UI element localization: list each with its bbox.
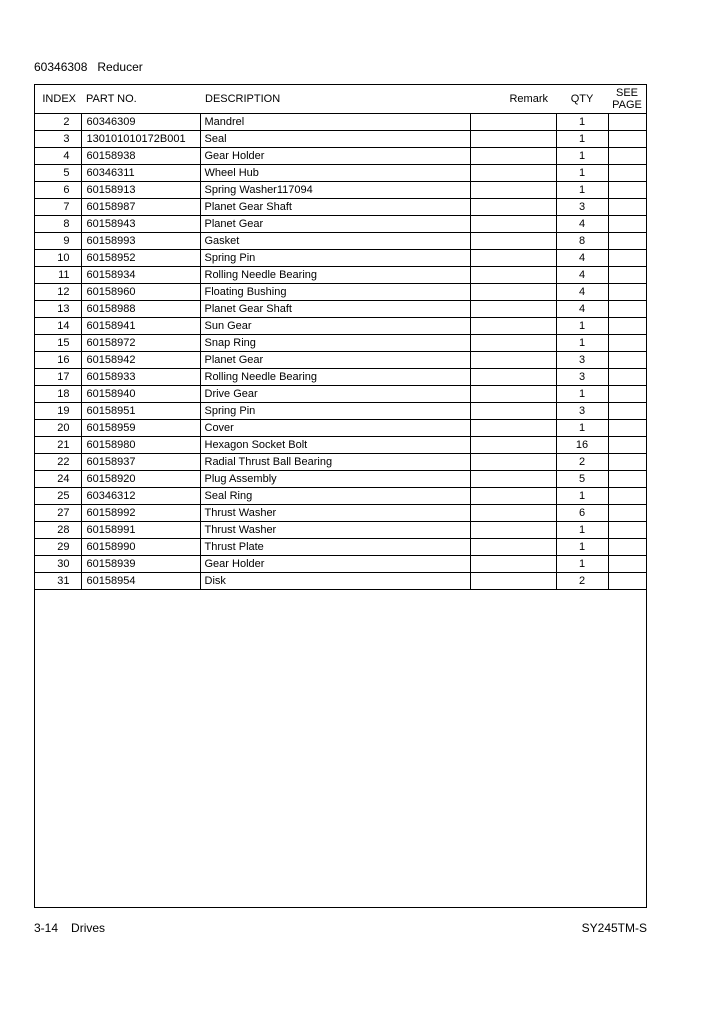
cell-remark	[470, 573, 556, 590]
cell-qty: 3	[556, 199, 608, 216]
cell-index: 9	[35, 233, 81, 250]
table-row	[35, 556, 646, 573]
cell-qty: 4	[556, 216, 608, 233]
cell-index: 29	[35, 539, 81, 556]
cell-index: 19	[35, 403, 81, 420]
cell-remark	[470, 131, 556, 148]
cell-index: 24	[35, 471, 81, 488]
header-row	[35, 85, 646, 114]
table-row	[35, 199, 646, 216]
cell-remark	[470, 556, 556, 573]
cell-index: 31	[35, 573, 81, 590]
cell-part-no: 60346311	[81, 165, 200, 182]
cell-see-page	[608, 165, 646, 182]
cell-index: 21	[35, 437, 81, 454]
cell-index: 2	[35, 114, 81, 131]
cell-description: Floating Bushing	[200, 284, 470, 301]
cell-see-page	[608, 216, 646, 233]
cell-index: 6	[35, 182, 81, 199]
cell-see-page	[608, 148, 646, 165]
cell-remark	[470, 369, 556, 386]
table-row	[35, 131, 646, 148]
cell-index: 5	[35, 165, 81, 182]
cell-description: Plug Assembly	[200, 471, 470, 488]
cell-part-no: 60158933	[81, 369, 200, 386]
cell-description: Cover	[200, 420, 470, 437]
table-row	[35, 539, 646, 556]
cell-remark	[470, 114, 556, 131]
cell-part-no: 60158954	[81, 573, 200, 590]
cell-part-no: 60158993	[81, 233, 200, 250]
cell-remark	[470, 301, 556, 318]
table-row	[35, 573, 646, 590]
cell-see-page	[608, 233, 646, 250]
cell-index: 3	[35, 131, 81, 148]
cell-description: Radial Thrust Ball Bearing	[200, 454, 470, 471]
cell-qty: 1	[556, 488, 608, 505]
section-name: Drives	[71, 921, 106, 935]
cell-see-page	[608, 318, 646, 335]
cell-remark	[470, 539, 556, 556]
cell-qty: 1	[556, 386, 608, 403]
cell-remark	[470, 284, 556, 301]
cell-remark	[470, 505, 556, 522]
cell-part-no: 60158920	[81, 471, 200, 488]
cell-see-page	[608, 131, 646, 148]
cell-qty: 1	[556, 420, 608, 437]
cell-see-page	[608, 284, 646, 301]
cell-part-no: 60158943	[81, 216, 200, 233]
table-row	[35, 454, 646, 471]
cell-qty: 4	[556, 301, 608, 318]
cell-index: 15	[35, 335, 81, 352]
cell-description: Rolling Needle Bearing	[200, 369, 470, 386]
cell-index: 16	[35, 352, 81, 369]
table-row	[35, 216, 646, 233]
table-row	[35, 267, 646, 284]
cell-part-no: 60158937	[81, 454, 200, 471]
cell-qty: 1	[556, 335, 608, 352]
table-row	[35, 369, 646, 386]
cell-description: Gear Holder	[200, 148, 470, 165]
column-header-see-page	[608, 85, 646, 114]
cell-qty: 1	[556, 131, 608, 148]
cell-qty: 2	[556, 573, 608, 590]
cell-description: Gear Holder	[200, 556, 470, 573]
assembly-part-number: 60346308	[34, 60, 88, 74]
cell-description: Hexagon Socket Bolt	[200, 437, 470, 454]
cell-see-page	[608, 420, 646, 437]
column-header-part-no: PART NO.	[81, 85, 200, 114]
cell-remark	[470, 335, 556, 352]
cell-index: 17	[35, 369, 81, 386]
cell-see-page	[608, 539, 646, 556]
cell-qty: 1	[556, 539, 608, 556]
parts-table	[35, 85, 646, 590]
table-row	[35, 352, 646, 369]
cell-part-no: 60158991	[81, 522, 200, 539]
cell-index: 7	[35, 199, 81, 216]
cell-index: 11	[35, 267, 81, 284]
cell-part-no: 60158951	[81, 403, 200, 420]
cell-remark	[470, 233, 556, 250]
cell-see-page	[608, 556, 646, 573]
cell-description: Gasket	[200, 233, 470, 250]
cell-index: 25	[35, 488, 81, 505]
cell-description: Rolling Needle Bearing	[200, 267, 470, 284]
cell-description: Seal	[200, 131, 470, 148]
table-row	[35, 471, 646, 488]
cell-remark	[470, 250, 556, 267]
cell-part-no: 60158988	[81, 301, 200, 318]
cell-index: 22	[35, 454, 81, 471]
table-row	[35, 403, 646, 420]
cell-remark	[470, 420, 556, 437]
cell-description: Planet Gear	[200, 216, 470, 233]
cell-qty: 8	[556, 233, 608, 250]
cell-part-no: 60158934	[81, 267, 200, 284]
cell-part-no: 130101010172B001	[81, 131, 200, 148]
cell-description: Snap Ring	[200, 335, 470, 352]
cell-see-page	[608, 505, 646, 522]
cell-description: Planet Gear Shaft	[200, 199, 470, 216]
table-row	[35, 233, 646, 250]
document-title	[34, 60, 143, 74]
cell-qty: 3	[556, 352, 608, 369]
cell-index: 14	[35, 318, 81, 335]
table-row	[35, 335, 646, 352]
cell-qty: 5	[556, 471, 608, 488]
cell-part-no: 60158940	[81, 386, 200, 403]
cell-index: 20	[35, 420, 81, 437]
cell-qty: 4	[556, 250, 608, 267]
cell-description: Thrust Washer	[200, 522, 470, 539]
cell-index: 10	[35, 250, 81, 267]
cell-qty: 1	[556, 114, 608, 131]
cell-remark	[470, 352, 556, 369]
table-row	[35, 437, 646, 454]
table-row	[35, 505, 646, 522]
table-row	[35, 148, 646, 165]
parts-table-header	[35, 85, 646, 114]
cell-see-page	[608, 471, 646, 488]
cell-description: Sun Gear	[200, 318, 470, 335]
cell-description: Thrust Washer	[200, 505, 470, 522]
cell-part-no: 60158980	[81, 437, 200, 454]
table-row	[35, 420, 646, 437]
cell-see-page	[608, 488, 646, 505]
table-row	[35, 250, 646, 267]
cell-see-page	[608, 573, 646, 590]
cell-index: 27	[35, 505, 81, 522]
cell-remark	[470, 488, 556, 505]
cell-part-no: 60158913	[81, 182, 200, 199]
cell-qty: 2	[556, 454, 608, 471]
page-number: 3-14	[34, 921, 59, 935]
cell-see-page	[608, 301, 646, 318]
table-row	[35, 318, 646, 335]
cell-description: Thrust Plate	[200, 539, 470, 556]
table-row	[35, 301, 646, 318]
cell-see-page	[608, 182, 646, 199]
cell-part-no: 60158990	[81, 539, 200, 556]
cell-qty: 1	[556, 148, 608, 165]
cell-part-no: 60346309	[81, 114, 200, 131]
cell-index: 4	[35, 148, 81, 165]
cell-index: 18	[35, 386, 81, 403]
cell-remark	[470, 522, 556, 539]
assembly-name: Reducer	[97, 60, 143, 74]
cell-qty: 6	[556, 505, 608, 522]
cell-see-page	[608, 369, 646, 386]
cell-part-no: 60158942	[81, 352, 200, 369]
cell-part-no: 60158987	[81, 199, 200, 216]
column-header-description: DESCRIPTION	[200, 85, 470, 114]
cell-part-no: 60346312	[81, 488, 200, 505]
cell-remark	[470, 165, 556, 182]
table-row	[35, 386, 646, 403]
cell-qty: 1	[556, 318, 608, 335]
cell-index: 28	[35, 522, 81, 539]
cell-part-no: 60158938	[81, 148, 200, 165]
parts-table-body	[35, 114, 646, 590]
table-row	[35, 165, 646, 182]
parts-list-frame	[34, 84, 647, 908]
cell-remark	[470, 386, 556, 403]
cell-qty: 1	[556, 556, 608, 573]
cell-qty: 1	[556, 182, 608, 199]
cell-see-page	[608, 114, 646, 131]
cell-part-no: 60158939	[81, 556, 200, 573]
table-row	[35, 284, 646, 301]
cell-remark	[470, 318, 556, 335]
table-row	[35, 522, 646, 539]
cell-qty: 1	[556, 522, 608, 539]
cell-see-page	[608, 403, 646, 420]
footer-left	[34, 921, 105, 935]
cell-see-page	[608, 437, 646, 454]
cell-part-no: 60158972	[81, 335, 200, 352]
cell-index: 30	[35, 556, 81, 573]
cell-index: 13	[35, 301, 81, 318]
cell-description: Mandrel	[200, 114, 470, 131]
column-header-qty: QTY	[556, 85, 608, 114]
cell-part-no: 60158960	[81, 284, 200, 301]
cell-qty: 4	[556, 284, 608, 301]
cell-description: Planet Gear	[200, 352, 470, 369]
cell-description: Wheel Hub	[200, 165, 470, 182]
cell-see-page	[608, 386, 646, 403]
cell-see-page	[608, 250, 646, 267]
cell-see-page	[608, 335, 646, 352]
model-number: SY245TM-S	[581, 921, 647, 935]
see-page-line-1: SEE	[615, 87, 638, 99]
cell-description: Spring Pin	[200, 250, 470, 267]
table-row	[35, 182, 646, 199]
cell-remark	[470, 403, 556, 420]
cell-description: Drive Gear	[200, 386, 470, 403]
column-header-index: INDEX	[35, 85, 81, 114]
cell-description: Planet Gear Shaft	[200, 301, 470, 318]
cell-index: 8	[35, 216, 81, 233]
cell-remark	[470, 216, 556, 233]
cell-remark	[470, 267, 556, 284]
cell-remark	[470, 182, 556, 199]
cell-see-page	[608, 267, 646, 284]
column-header-remark: Remark	[470, 85, 556, 114]
cell-description: Spring Pin	[200, 403, 470, 420]
cell-see-page	[608, 352, 646, 369]
cell-description: Seal Ring	[200, 488, 470, 505]
cell-remark	[470, 471, 556, 488]
cell-index: 12	[35, 284, 81, 301]
cell-description: Disk	[200, 573, 470, 590]
cell-remark	[470, 199, 556, 216]
cell-see-page	[608, 454, 646, 471]
cell-remark	[470, 437, 556, 454]
cell-qty: 1	[556, 165, 608, 182]
cell-part-no: 60158959	[81, 420, 200, 437]
cell-qty: 4	[556, 267, 608, 284]
cell-description: Spring Washer117094	[200, 182, 470, 199]
cell-qty: 3	[556, 369, 608, 386]
cell-part-no: 60158992	[81, 505, 200, 522]
cell-part-no: 60158941	[81, 318, 200, 335]
cell-remark	[470, 148, 556, 165]
cell-see-page	[608, 199, 646, 216]
cell-qty: 3	[556, 403, 608, 420]
table-row	[35, 114, 646, 131]
cell-remark	[470, 454, 556, 471]
cell-part-no: 60158952	[81, 250, 200, 267]
see-page-line-2: PAGE	[612, 99, 642, 111]
table-row	[35, 488, 646, 505]
cell-see-page	[608, 522, 646, 539]
cell-qty: 16	[556, 437, 608, 454]
